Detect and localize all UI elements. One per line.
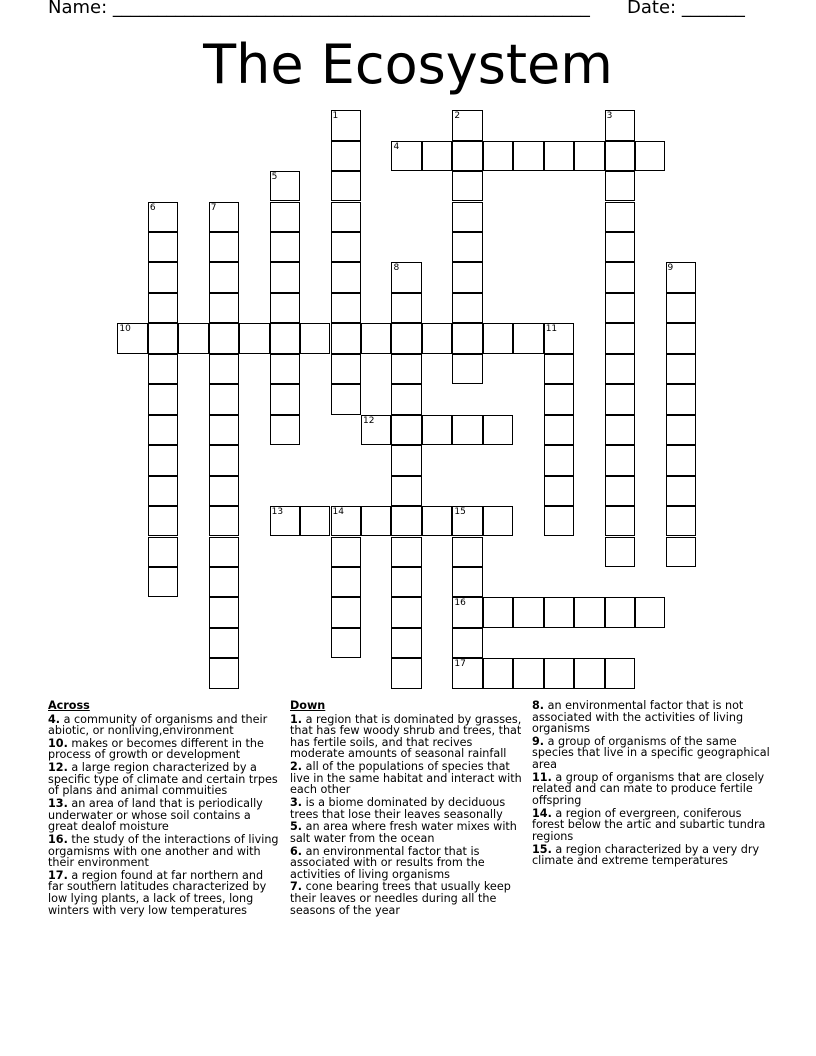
clue-item (532, 808, 772, 843)
clue-text: a group of organisms that are closely related and can mate to produce fertile offspring (532, 770, 765, 807)
clue-number: 4. (48, 712, 61, 726)
crossword-cell[interactable] (605, 384, 635, 414)
crossword-cell[interactable] (148, 415, 178, 445)
crossword-cell[interactable] (452, 506, 482, 536)
crossword-cell[interactable] (270, 506, 300, 536)
clue-number: 5. (290, 820, 303, 834)
across-clues (48, 700, 282, 917)
crossword-cell[interactable] (666, 323, 696, 353)
crossword-cell[interactable] (391, 445, 421, 475)
crossword-cell[interactable] (666, 537, 696, 567)
crossword-cell[interactable] (361, 506, 391, 536)
clue-number: 16. (48, 832, 68, 846)
clue-text: an area where fresh water mixes with salt water from the ocean (290, 820, 517, 845)
clue-item (48, 762, 282, 797)
clue-number: 11. (532, 770, 552, 784)
name-label: Name: (48, 0, 113, 18)
clue-text: makes or becomes different in the process of growth or development (48, 736, 264, 762)
crossword-cell[interactable] (452, 628, 482, 658)
crossword-cell[interactable] (452, 232, 482, 262)
date-label: Date: (627, 0, 682, 18)
crossword-cell[interactable] (574, 658, 604, 688)
clue-number-label: 7 (210, 202, 217, 213)
clue-item (532, 772, 772, 807)
crossword-cell[interactable] (574, 141, 604, 171)
crossword-cell[interactable] (452, 354, 482, 384)
crossword-cell[interactable] (605, 537, 635, 567)
clue-item (48, 738, 282, 761)
crossword-cell[interactable] (148, 445, 178, 475)
clue-number-label: 1 (332, 111, 339, 122)
crossword-cell[interactable] (605, 202, 635, 232)
crossword-cell[interactable] (635, 141, 665, 171)
crossword-cell[interactable] (270, 323, 300, 353)
clue-number-label: 10 (119, 324, 131, 335)
crossword-cell[interactable] (391, 415, 421, 445)
clue-item (290, 797, 526, 820)
crossword-cell[interactable] (148, 232, 178, 262)
crossword-cell[interactable] (391, 354, 421, 384)
crossword-cell[interactable] (209, 384, 239, 414)
crossword-cell[interactable] (422, 141, 452, 171)
crossword-cell[interactable] (209, 323, 239, 353)
crossword-cell[interactable] (483, 415, 513, 445)
crossword-cell[interactable] (452, 597, 482, 627)
crossword-cell[interactable] (148, 293, 178, 323)
clue-text: all of the populations of species that live in the same habitat and interact with each other (290, 760, 522, 797)
clue-number: 13. (48, 797, 68, 811)
clue-number: 14. (532, 806, 552, 820)
crossword-cell[interactable] (209, 262, 239, 292)
clue-number: 9. (532, 734, 545, 748)
crossword-cell[interactable] (452, 537, 482, 567)
crossword-cell[interactable] (148, 384, 178, 414)
down-clues (290, 700, 526, 917)
name-line[interactable]: _____________________________________________________ (112, 0, 590, 18)
crossword-cell[interactable] (391, 658, 421, 688)
crossword-cell[interactable] (391, 384, 421, 414)
clue-number-label: 5 (271, 172, 278, 183)
crossword-cell[interactable] (331, 110, 361, 140)
clue-text: an environmental factor that is not associated with the activities of living organisms (532, 699, 744, 736)
clue-text: a community of organisms and their abiotic, or nonliving,environment (48, 712, 268, 738)
crossword-cell[interactable] (605, 262, 635, 292)
crossword-cell[interactable] (331, 537, 361, 567)
crossword-cell[interactable] (483, 506, 513, 536)
clue-item (290, 761, 526, 796)
clue-number: 3. (290, 795, 303, 809)
clue-number-label: 8 (393, 263, 400, 274)
crossword-cell[interactable] (331, 232, 361, 262)
crossword-cell[interactable] (270, 262, 300, 292)
crossword-cell[interactable] (391, 323, 421, 353)
across-heading: Across (48, 699, 90, 712)
crossword-cell[interactable] (209, 567, 239, 597)
crossword-cell[interactable] (391, 293, 421, 323)
crossword-cell[interactable] (513, 141, 543, 171)
crossword-cell[interactable] (605, 597, 635, 627)
crossword-cell[interactable] (270, 415, 300, 445)
crossword-cell[interactable] (605, 323, 635, 353)
crossword-cell[interactable] (452, 262, 482, 292)
crossword-cell[interactable] (148, 323, 178, 353)
crossword-cell[interactable] (483, 323, 513, 353)
crossword-cell[interactable] (605, 232, 635, 262)
clue-item (532, 700, 772, 735)
crossword-cell[interactable] (148, 506, 178, 536)
crossword-cell[interactable] (331, 171, 361, 201)
crossword-cell[interactable] (666, 262, 696, 292)
clue-number: 2. (290, 760, 303, 774)
crossword-cell[interactable] (270, 354, 300, 384)
crossword-cell[interactable] (422, 323, 452, 353)
crossword-cell[interactable] (605, 171, 635, 201)
crossword-cell[interactable] (574, 597, 604, 627)
crossword-cell[interactable] (605, 415, 635, 445)
crossword-cell[interactable] (483, 658, 513, 688)
crossword-cell[interactable] (452, 171, 482, 201)
crossword-cell[interactable] (117, 323, 147, 353)
crossword-cell[interactable] (452, 110, 482, 140)
crossword-cell[interactable] (605, 141, 635, 171)
clue-text: the study of the interactions of living orgamisms with one another and with their environment (48, 832, 279, 870)
crossword-cell[interactable] (239, 323, 269, 353)
clue-number-label: 14 (332, 507, 344, 518)
crossword-cell[interactable] (483, 597, 513, 627)
crossword-cell[interactable] (270, 384, 300, 414)
crossword-cell[interactable] (452, 202, 482, 232)
crossword-cell[interactable] (544, 384, 574, 414)
crossword-cell[interactable] (331, 506, 361, 536)
clue-number: 10. (48, 736, 68, 750)
crossword-cell[interactable] (209, 506, 239, 536)
crossword-cell[interactable] (331, 323, 361, 353)
crossword-cell[interactable] (605, 293, 635, 323)
crossword-cell[interactable] (209, 628, 239, 658)
crossword-cell[interactable] (666, 384, 696, 414)
clue-item (48, 870, 282, 916)
clue-number-label: 13 (271, 507, 284, 518)
clue-number-label: 11 (545, 324, 558, 335)
crossword-cell[interactable] (544, 506, 574, 536)
crossword-cell[interactable] (605, 445, 635, 475)
clue-item (532, 736, 772, 771)
crossword-cell[interactable] (148, 354, 178, 384)
crossword-cell[interactable] (270, 232, 300, 262)
crossword-cell[interactable] (148, 537, 178, 567)
crossword-cell[interactable] (605, 506, 635, 536)
clue-number-label: 12 (363, 415, 375, 426)
clue-number-label: 2 (454, 111, 461, 122)
crossword-cell[interactable] (452, 323, 482, 353)
clue-text: is a biome dominated by deciduous trees that lose their leaves seasonally (290, 795, 506, 821)
crossword-cell[interactable] (544, 354, 574, 384)
clue-number: 7. (290, 880, 303, 894)
crossword-cell[interactable] (331, 628, 361, 658)
crossword-cell[interactable] (209, 476, 239, 506)
clue-item (290, 846, 526, 881)
clue-number-label: 15 (454, 507, 466, 518)
crossword-cell[interactable] (331, 262, 361, 292)
crossword-cell[interactable] (331, 384, 361, 414)
clue-text: a region found at far northern and far southern latitudes characterized by low lying plants, a lack of trees, long winters with very low temperatures (48, 868, 267, 917)
crossword-cell[interactable] (331, 597, 361, 627)
crossword-cell[interactable] (544, 141, 574, 171)
crossword-cell[interactable] (391, 597, 421, 627)
crossword-cell[interactable] (209, 445, 239, 475)
crossword-cell[interactable] (605, 476, 635, 506)
crossword-cell[interactable] (605, 110, 635, 140)
crossword-cell[interactable] (209, 415, 239, 445)
crossword-cell[interactable] (452, 658, 482, 688)
clue-text: cone bearing trees that usually keep their leaves or needles during all the seasons of the year (290, 880, 511, 917)
crossword-cell[interactable] (270, 171, 300, 201)
crossword-cell[interactable] (391, 506, 421, 536)
crossword-cell[interactable] (666, 506, 696, 536)
crossword-cell[interactable] (209, 658, 239, 688)
crossword-cell[interactable] (544, 445, 574, 475)
crossword-cell[interactable] (666, 445, 696, 475)
clue-number: 8. (532, 699, 545, 712)
clue-number: 15. (532, 842, 552, 856)
clue-item (290, 821, 526, 844)
crossword-cell[interactable] (666, 354, 696, 384)
clue-item (290, 714, 526, 760)
crossword-cell[interactable] (209, 354, 239, 384)
crossword-cell[interactable] (666, 476, 696, 506)
date-line[interactable]: _______ (681, 0, 745, 18)
crossword-cell[interactable] (391, 628, 421, 658)
clue-text: a region characterized by a very dry climate and extreme temperatures (532, 842, 760, 868)
crossword-cell[interactable] (422, 506, 452, 536)
crossword-cell[interactable] (270, 293, 300, 323)
crossword-cell[interactable] (331, 141, 361, 171)
clue-number: 6. (290, 844, 303, 858)
clue-number-label: 16 (454, 598, 466, 609)
crossword-cell[interactable] (300, 323, 330, 353)
crossword-cell[interactable] (544, 597, 574, 627)
clue-number-label: 6 (149, 202, 156, 213)
clue-item (290, 881, 526, 916)
down-heading: Down (290, 699, 326, 712)
clue-text: a group of organisms of the same species that live in a specific geographical area (532, 734, 770, 772)
crossword-cell[interactable] (483, 141, 513, 171)
crossword-cell[interactable] (331, 202, 361, 232)
page-title: The Ecosystem (203, 33, 613, 96)
crossword-cell[interactable] (331, 567, 361, 597)
crossword-cell[interactable] (605, 658, 635, 688)
crossword-cell[interactable] (209, 293, 239, 323)
crossword-cell[interactable] (452, 293, 482, 323)
crossword-cell[interactable] (270, 202, 300, 232)
crossword-cell[interactable] (209, 232, 239, 262)
crossword-cell[interactable] (605, 354, 635, 384)
clue-item (48, 834, 282, 869)
down-clues-continued (532, 700, 772, 868)
clue-text: a large region characterized by a specific type of climate and certain trpes of plans and animal commuities (48, 761, 278, 798)
crossword-cell[interactable] (331, 293, 361, 323)
crossword-cell[interactable] (331, 354, 361, 384)
clue-item (532, 844, 772, 867)
crossword-cell[interactable] (148, 567, 178, 597)
crossword-cell[interactable] (361, 415, 391, 445)
clue-number: 1. (290, 712, 303, 726)
clue-number-label: 9 (667, 263, 674, 274)
crossword-cell[interactable] (513, 658, 543, 688)
crossword-cell[interactable] (391, 567, 421, 597)
clue-number: 17. (48, 868, 68, 882)
crossword-cell[interactable] (209, 202, 239, 232)
crossword-cell[interactable] (209, 537, 239, 567)
crossword-cell[interactable] (361, 323, 391, 353)
crossword-cell[interactable] (666, 415, 696, 445)
clue-text: a region that is dominated by grasses, that has few woody shrub and trees, that has fertile soils, and that recives moderate amounts of seasonal rainfall (290, 712, 522, 761)
crossword-cell[interactable] (452, 567, 482, 597)
crossword-cell[interactable] (635, 597, 665, 627)
crossword-cell[interactable] (391, 537, 421, 567)
clue-number-label: 3 (606, 111, 613, 122)
crossword-cell[interactable] (544, 415, 574, 445)
clue-text: an environmental factor that is associated with or results from the activities of living organisms (290, 844, 485, 881)
crossword-cell[interactable] (422, 415, 452, 445)
clue-number-label: 17 (454, 659, 466, 670)
crossword-cell[interactable] (300, 506, 330, 536)
crossword-cell[interactable] (452, 415, 482, 445)
crossword-cell[interactable] (544, 323, 574, 353)
crossword-cell[interactable] (513, 323, 543, 353)
crossword-cell[interactable] (148, 202, 178, 232)
crossword-cell[interactable] (666, 293, 696, 323)
crossword-cell[interactable] (391, 476, 421, 506)
crossword-cell[interactable] (391, 262, 421, 292)
clue-number-label: 4 (393, 141, 400, 152)
crossword-cell[interactable] (452, 141, 482, 171)
crossword-cell[interactable] (178, 323, 208, 353)
clue-item (48, 798, 282, 833)
crossword-cell[interactable] (148, 262, 178, 292)
clue-text: a region of evergreen, coniferous forest below the artic and subartic tundra regions (532, 806, 766, 843)
crossword-cell[interactable] (544, 476, 574, 506)
crossword-cell[interactable] (209, 597, 239, 627)
crossword-cell[interactable] (544, 658, 574, 688)
crossword-cell[interactable] (148, 476, 178, 506)
crossword-cell[interactable] (513, 597, 543, 627)
clue-item (48, 714, 282, 737)
clue-text: an area of land that is periodically underwater or whose soil contains a great dealof moisture (48, 797, 263, 834)
crossword-cell[interactable] (391, 141, 421, 171)
clue-number: 12. (48, 761, 68, 775)
